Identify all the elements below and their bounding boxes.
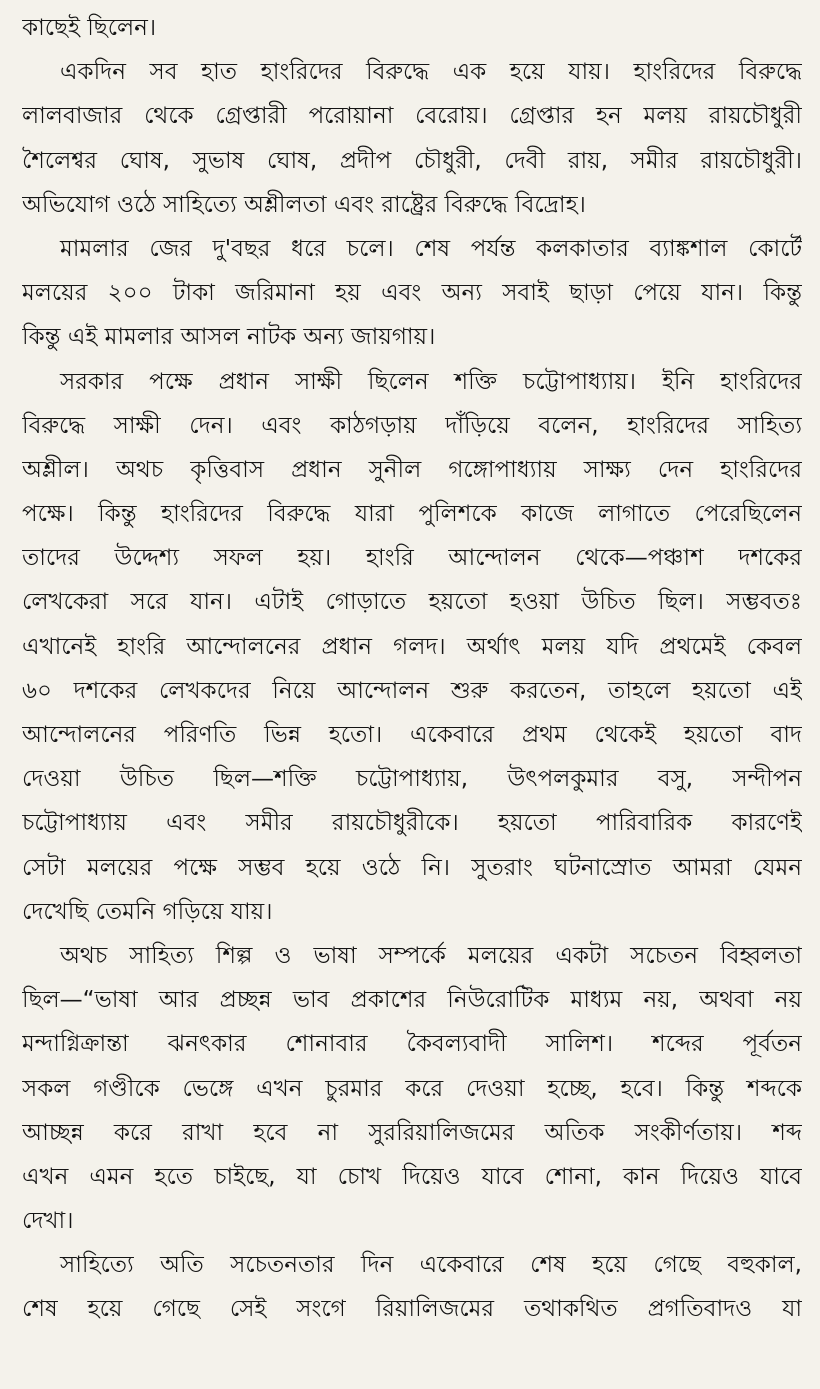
text-line: লেখকেরা সরে যান। এটাই গোড়াতে হয়তো হওয়া উচিত ছিল। সম্ভবতঃ [22,589,802,616]
text-line: দেখেছি তেমনি গড়িয়ে যায়। [22,898,273,925]
text-line: ছিল—“ভাষা আর প্রচ্ছন্ন ভাব প্রকাশের নিউরোটিক মাধ্যম নয়, অথবা নয় [22,987,802,1014]
text-line: বিরুদ্ধে সাক্ষী দেন। এবং কাঠগড়ায় দাঁড়িয়ে বলেন, হাংরিদের সাহিত্য [22,412,802,439]
text-line: এখানেই হাংরি আন্দোলনের প্রধান গলদ। অর্থাৎ মলয় যদি প্রথমেই কেবল [22,633,802,660]
text-line: একদিন সব হাত হাংরিদের বিরুদ্ধে এক হয়ে যায়। হাংরিদের বিরুদ্ধে [60,59,802,86]
page-body-text [22,6,802,1332]
text-line: মামলার জের দু'বছর ধরে চলে। শেষ পর্যন্ত কলকাতার ব্যাঙ্কশাল কোর্টে [60,235,802,262]
text-line: মন্দাগ্নিক্রান্তা ঝনৎকার শোনাবার কৈবল্যবাদী সালিশ। শব্দের পূর্বতন [22,1031,802,1058]
text-line: দেখা। [22,1208,74,1235]
text-line: লালবাজার থেকে গ্রেপ্তারী পরোয়ানা বেরোয়। গ্রেপ্তার হন মলয় রায়চৌধুরী [22,103,802,130]
text-line: অশ্লীল। অথচ কৃত্তিবাস প্রধান সুনীল গঙ্গোপাধ্যায় সাক্ষ্য দেন হাংরিদের [22,456,802,483]
text-line: সকল গণ্ডীকে ভেঙ্গে এখন চুরমার করে দেওয়া হচ্ছে, হবে। কিন্তু শব্দকে [22,1075,802,1102]
text-line: সেটা মলয়ের পক্ষে সম্ভব হয়ে ওঠে নি। সুতরাং ঘটনাস্রোত আমরা যেমন [22,854,802,881]
text-line: পক্ষে। কিন্তু হাংরিদের বিরুদ্ধে যারা পুলিশকে কাজে লাগাতে পেরেছিলেন [22,501,802,528]
text-line: অভিযোগ ওঠে সাহিত্যে অশ্লীলতা এবং রাষ্ট্রের বিরুদ্ধে বিদ্রোহ। [22,191,586,218]
text-line: এখন এমন হতে চাইছে, যা চোখ দিয়েও যাবে শোনা, কান দিয়েও যাবে [22,1163,802,1190]
text-line: শৈলেশ্বর ঘোষ, সুভাষ ঘোষ, প্রদীপ চৌধুরী, দেবী রায়, সমীর রায়চৌধুরী। [22,147,802,174]
text-line: আন্দোলনের পরিণতি ভিন্ন হতো। একেবারে প্রথম থেকেই হয়তো বাদ [22,722,802,748]
text-line: অথচ সাহিত্য শিল্প ও ভাষা সম্পর্কে মলয়ের একটা সচেতন বিহ্বলতা [60,942,802,969]
text-line: সাহিত্যে অতি সচেতনতার দিন একেবারে শেষ হয়ে গেছে বহুকাল, [60,1252,802,1279]
text-line: ৬০ দশকের লেখকদের নিয়ে আন্দোলন শুরু করতেন, তাহলে হয়তো এই [22,677,802,704]
text-line: চট্টোপাধ্যায় এবং সমীর রায়চৌধুরীকে। হয়তো পারিবারিক কারণেই [22,810,802,837]
text-line: তাদের উদ্দেশ্য সফল হয়। হাংরি আন্দোলন থেকে—পঞ্চাশ দশকের [22,545,802,572]
text-line: কাছেই ছিলেন। [22,15,157,41]
text-line: শেষ হয়ে গেছে সেই সংগে রিয়ালিজমের তথাকথিত প্রগতিবাদও যা [22,1296,802,1323]
text-line: দেওয়া উচিত ছিল—শক্তি চট্টোপাধ্যায়, উৎপলকুমার বসু, সন্দীপন [22,766,802,793]
text-line: মলয়ের ২০০ টাকা জরিমানা হয় এবং অন্য সবাই ছাড়া পেয়ে যান। কিন্তু [22,280,802,307]
text-line: আচ্ছন্ন করে রাখা হবে না সুররিয়ালিজমের অতিক সংকীর্ণতায়। শব্দ [22,1119,802,1146]
text-line: কিন্তু এই মামলার আসল নাটক অন্য জায়গায়। [22,324,436,351]
text-line: সরকার পক্ষে প্রধান সাক্ষী ছিলেন শক্তি চট্টোপাধ্যায়। ইনি হাংরিদের [60,368,802,395]
